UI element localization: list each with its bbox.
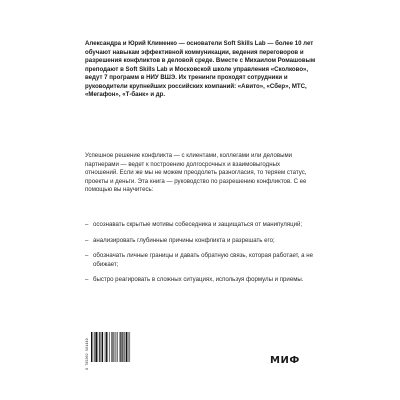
barcode-bar (91, 332, 92, 362)
list-item-text: осознавать скрытые мотивы собеседника и защищаться от манипуляций; (93, 221, 303, 228)
barcode-bar (126, 332, 128, 362)
barcode-bar (93, 332, 94, 362)
barcode-bar (111, 332, 112, 362)
barcode-bar (95, 332, 97, 362)
dash-marker: – (85, 252, 89, 259)
list-item (85, 221, 313, 230)
list-item (85, 252, 313, 269)
barcode-bar (122, 332, 123, 362)
barcode-bars (91, 332, 149, 362)
dash-marker: – (85, 276, 89, 283)
barcode-bar (109, 332, 110, 362)
barcode-bar (101, 332, 102, 362)
barcode-bar (99, 332, 100, 362)
book-description: Успешное решение конфликта — с клиентами, коллегами или деловыми партнерами — ведет к построению долгосрочных и взаимовыгодных отношений. Если же мы не можем преодолеть разногласия, то теряем статус, проекты и деньги. Эта книга — руководство по разрешению конфликтов. С ее помощью вы научитесь: (85, 152, 307, 193)
barcode-bar (105, 332, 106, 362)
barcode-bar (112, 332, 113, 362)
barcode-bar (124, 332, 125, 362)
barcode-bar (130, 332, 131, 362)
barcode-bar (128, 332, 129, 362)
skills-list (85, 221, 313, 292)
publisher-logo: МИФ (270, 355, 300, 366)
isbn-barcode (85, 332, 149, 370)
list-item-text: обозначать личные границы и давать обратную связь, которая работает, а не обижает; (93, 252, 314, 268)
barcode-bar (94, 332, 95, 362)
barcode-digits: 9 785002 501449 (85, 338, 89, 370)
barcode-bar (98, 332, 99, 362)
list-item (85, 276, 313, 285)
barcode-bar (120, 332, 121, 362)
back-cover (85, 0, 317, 400)
barcode-bar (121, 332, 122, 362)
list-item-text: быстро реагировать в сложных ситуациях, используя формулы и приемы. (93, 276, 304, 283)
barcode-bar (106, 332, 107, 362)
list-item (85, 237, 313, 246)
author-bio: Александра и Юрий Клименко — основатели Soft Skills Lab — более 10 лет обучают навыкам эффективной коммуникации, ведения переговоров и разрешения конфликтов в деловой среде. Вместе с Михаилом Ромашовым преподают в Soft Skills Lab и Московской школе управления «Сколково», ведут 7 программ в НИУ ВШЭ. Их тренинги проходят сотрудники и руководители крупнейших российских компаний: «Авито», «Сбер», МТС, «Мегафон», «Т-банк» и др. (85, 40, 316, 98)
barcode-bar (102, 332, 103, 362)
list-item-text: анализировать глубинные причины конфликта и разрешать его; (93, 236, 275, 244)
dash-marker: – (85, 221, 89, 228)
barcode-bar (108, 332, 109, 362)
barcode-bar (116, 332, 117, 362)
barcode-bar (115, 332, 116, 362)
barcode-bar (117, 332, 118, 362)
dash-marker: – (85, 236, 89, 244)
